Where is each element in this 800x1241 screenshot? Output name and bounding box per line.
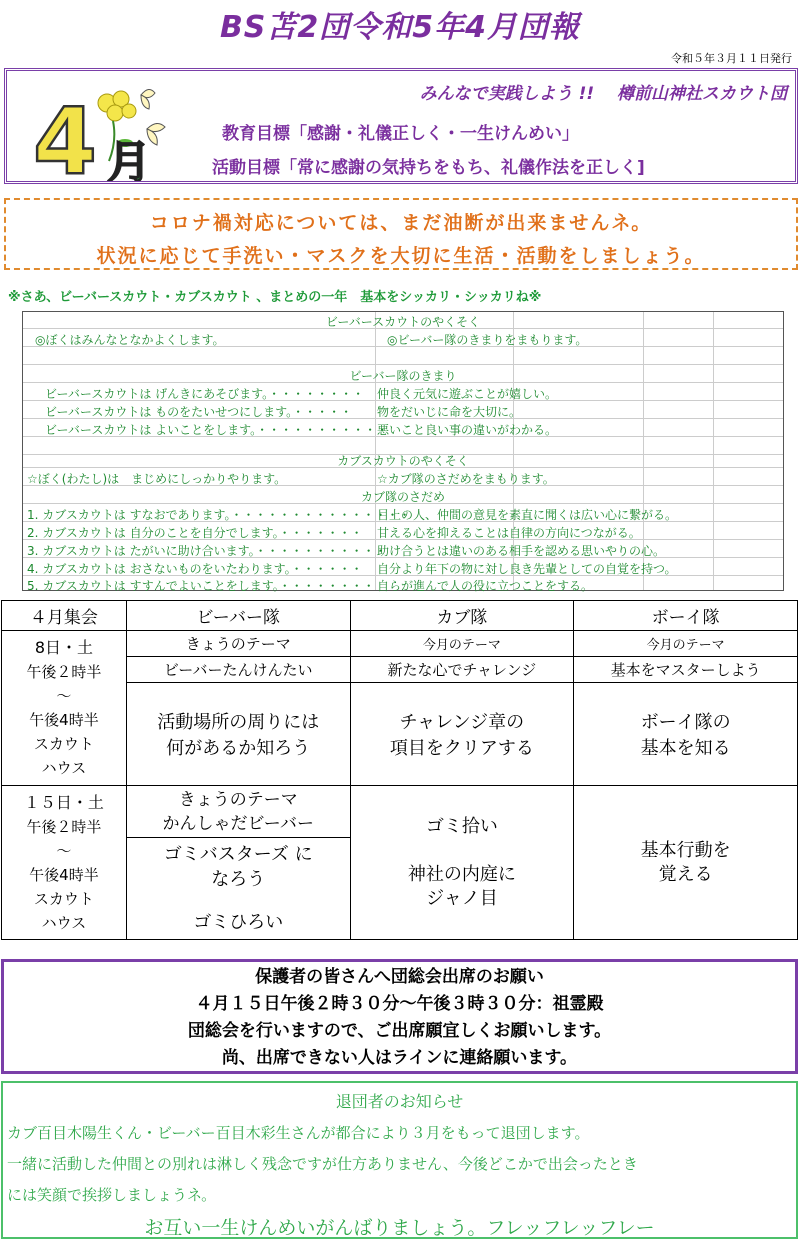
issue-date: 令和５年３月１１日発行 bbox=[671, 52, 792, 65]
day1-date: 8日・土 bbox=[34, 638, 94, 657]
boy-activity-line: 基本行動を bbox=[640, 839, 731, 861]
newsletter-title: BS苫2団令和5年4月団報 bbox=[219, 10, 581, 45]
corona-notice bbox=[4, 198, 798, 270]
retire-notice bbox=[1, 1081, 798, 1239]
beaver-theme: かんしゃだビーバー bbox=[162, 813, 314, 834]
cub-rule: 3. カブスカウトは たがいに助け合います。・・・・・・・・・・・ bbox=[27, 544, 387, 558]
cub-rule: 1. カブスカウトは すなおであります。・・・・・・・・・・・・・・・ bbox=[27, 508, 411, 522]
boy-activity bbox=[574, 683, 798, 786]
parents-notice-line: 尚、出席できない人はラインに連絡願います。 bbox=[221, 1048, 578, 1068]
cub-rule-meaning: 目上の人、仲間の意見を素直に聞くは広い心に繋がる。 bbox=[377, 508, 678, 522]
day2-place: スカウト bbox=[33, 889, 94, 908]
beaver-activity-line: 何があるか知ろう bbox=[166, 738, 311, 759]
beaver-activity-line: 活動場所の周りには bbox=[157, 712, 320, 733]
cub-promise-a: ☆ぼく(わたし)は まじめにしっかりやります。 bbox=[27, 472, 287, 486]
schedule-header-row bbox=[2, 601, 798, 631]
day2-tilde: ～ bbox=[56, 841, 72, 860]
day2-date: １５日・土 bbox=[23, 792, 104, 812]
parents-notice-line: 団総会を行いますので、ご出席願宜しくお願いします。 bbox=[187, 1021, 612, 1041]
logo-month: 月 bbox=[107, 137, 151, 181]
day2-time-start: 午後２時半 bbox=[26, 817, 102, 836]
beaver-rule-meaning: 悪いこと良い事の違いがわかる。 bbox=[377, 423, 558, 437]
table-row bbox=[2, 631, 798, 657]
logo-four: 4 bbox=[33, 88, 98, 181]
boy-activity-line: ボーイ隊の bbox=[640, 712, 731, 733]
beaver-activity-line: なろう bbox=[211, 869, 266, 890]
retire-notice-closing: お互い一生けんめいがんばりましょう。フレッフレッフレー bbox=[144, 1217, 655, 1239]
table-row bbox=[2, 786, 798, 838]
retire-notice-title: 退団者のお知らせ bbox=[335, 1092, 464, 1111]
beaver-rules-title: ビーバー隊のきまり bbox=[349, 369, 457, 383]
day1-tilde: ～ bbox=[56, 687, 72, 705]
beaver-activity bbox=[126, 838, 350, 940]
retire-notice-line: カブ百目木陽生くん・ビーバー百目木彩生さんが都合により３月をもって退団します。 bbox=[7, 1124, 590, 1142]
cub-rule-meaning: 自らが進んで人の役に立つことをする。 bbox=[377, 579, 594, 593]
cub-rules-title: カブ隊のさだめ bbox=[360, 490, 445, 504]
header-box bbox=[4, 68, 798, 184]
parents-notice bbox=[1, 959, 798, 1074]
beaver-theme-label: きょうのテーマ bbox=[126, 631, 350, 657]
cub-rule-meaning: 甘える心を抑えることは自律の方向につながる。 bbox=[377, 526, 641, 540]
beaver-activity-line: ゴミひろい bbox=[193, 912, 284, 933]
cub-activity-line: 項目をクリアする bbox=[389, 738, 534, 759]
cub-activity-line: チャレンジ章の bbox=[399, 712, 525, 733]
retire-notice-line: には笑顔で挨拶しましょうネ。 bbox=[7, 1186, 217, 1204]
day1-time-start: 午後２時半 bbox=[26, 663, 102, 681]
boy-activity bbox=[574, 786, 798, 940]
parents-notice-title: 保護者の皆さんへ団総会出席のお願い bbox=[255, 967, 544, 987]
promise-table bbox=[22, 311, 784, 591]
day1-cell bbox=[2, 631, 127, 786]
cub-activity-line: 神社の内庭に bbox=[407, 863, 516, 885]
cub-rule: 2. カブスカウトは 自分のことを自分でします。・・・・・・・ bbox=[27, 526, 363, 540]
corona-line-2: 状況に応じて手洗い・マスクを大切に生活・活動をしましょう。 bbox=[96, 245, 706, 267]
schedule-header: カブ隊 bbox=[350, 601, 574, 631]
cub-activity bbox=[350, 683, 574, 786]
beaver-activity bbox=[126, 683, 350, 786]
beaver-theme-label: きょうのテーマ bbox=[178, 789, 298, 810]
cub-rule: 4. カブスカウトは おさないものをいたわります。・・・・・・ bbox=[27, 562, 363, 576]
cub-activity-line: ゴミ拾い bbox=[425, 815, 498, 837]
beaver-rule: ビーバースカウトは よいことをします。・・・・・・・・・・・ bbox=[45, 423, 389, 437]
april-logo bbox=[29, 81, 179, 181]
day1-time-end: 午後4時半 bbox=[29, 711, 99, 729]
boy-activity-line: 基本を知る bbox=[640, 738, 731, 759]
cub-activity-line: ジャノ目 bbox=[426, 887, 498, 909]
day1-place: スカウト bbox=[33, 735, 94, 753]
schedule-header: ビーバー隊 bbox=[126, 601, 350, 631]
cub-rule-meaning: 助け合うとは違いのある相手を認める思いやりの心。 bbox=[377, 544, 666, 558]
retire-notice-line: 一緒に活動した仲間との別れは淋しく残念ですが仕方ありません、今後どこかで出会ったとき bbox=[7, 1155, 638, 1173]
corona-line-1: コロナ禍対応については、まだ油断が出来ませんネ。 bbox=[149, 212, 653, 234]
day2-place: ハウス bbox=[41, 913, 87, 932]
day2-time-end: 午後4時半 bbox=[29, 865, 99, 884]
beaver-activity-line: ゴミバスターズ に bbox=[163, 844, 313, 865]
activity-goal: 活動目標「常に感謝の気持ちをもち、礼儀作法を正しく] bbox=[212, 158, 645, 178]
schedule-header: ４月集会 bbox=[2, 601, 127, 631]
beaver-rule: ビーバースカウトは ものをたいせつにします。・・・・・ bbox=[45, 405, 353, 419]
boy-theme-label: 今月のテーマ bbox=[574, 631, 798, 657]
cub-theme: 新たな心でチャレンジ bbox=[350, 657, 574, 683]
sub-heading: ※さあ、ビーバースカウト・カブスカウト 、まとめの一年 基本をシッカリ・シッカリね※ bbox=[8, 290, 542, 305]
cub-theme-label: 今月のテーマ bbox=[350, 631, 574, 657]
education-goal: 教育目標「感謝・礼儀正しく・一生けんめい」 bbox=[222, 124, 579, 144]
day1-place: ハウス bbox=[41, 759, 87, 777]
beaver-theme: ビーバーたんけんたい bbox=[126, 657, 350, 683]
day2-cell bbox=[2, 786, 127, 940]
beaver-promise-title: ビーバースカウトのやくそく bbox=[325, 315, 481, 329]
beaver-rule-meaning: 物をだいじに命を大切に。 bbox=[377, 405, 522, 419]
beaver-theme-cell bbox=[126, 786, 350, 838]
motto-line: みんなで実践しよう !! 樽前山神社スカウト団 bbox=[419, 84, 787, 104]
beaver-rule: ビーバースカウトは げんきにあそびます。・・・・・・・・ bbox=[45, 387, 365, 401]
boy-theme: 基本をマスターしよう bbox=[574, 657, 798, 683]
cub-activity bbox=[350, 786, 574, 940]
parents-notice-line: ４月１５日午後２時３０分～午後３時３０分：祖霊殿 bbox=[195, 994, 604, 1014]
boy-activity-line: 覚える bbox=[658, 863, 713, 885]
cub-promise-b: ☆カブ隊のさだめをまもります。 bbox=[377, 472, 555, 486]
beaver-rule-meaning: 仲良く元気に遊ぶことが嬉しい。 bbox=[377, 387, 558, 401]
beaver-promise-a: ◎ぼくはみんなとなかよくします。 bbox=[35, 333, 225, 347]
schedule-table bbox=[1, 600, 798, 940]
cub-rule: 5. カブスカウトは すすんでよいことをします。・・・・・・・・ bbox=[27, 579, 375, 593]
schedule-header: ボーイ隊 bbox=[574, 601, 798, 631]
cub-rule-meaning: 自分より年下の物に対し良き先輩としての自覚を持つ。 bbox=[377, 562, 677, 576]
beaver-promise-b: ◎ビーバー隊のきまりをまもります。 bbox=[387, 333, 588, 347]
cub-promise-title: カブスカウトのやくそく bbox=[337, 454, 469, 468]
